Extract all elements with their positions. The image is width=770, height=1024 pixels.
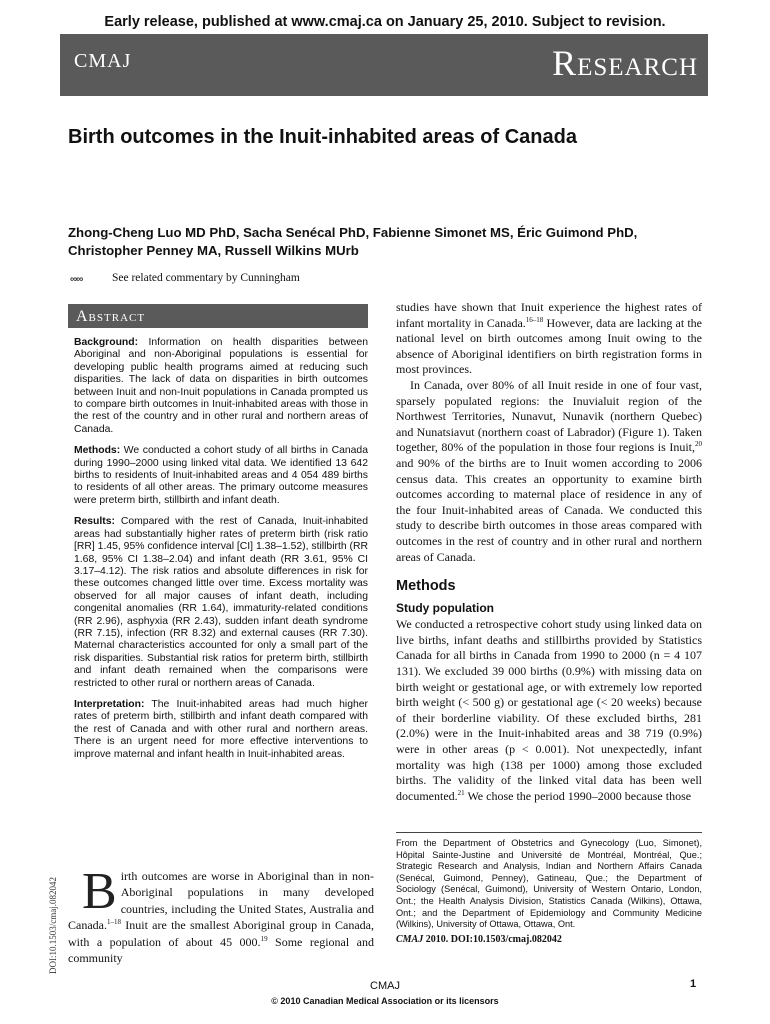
para-text: and 90% of the births are to Inuit women according to 2006 census data. This creates an opportunity to examine birth outcomes according to maternal place of residence in any of the four Inuit-inhabited areas of Canada. We conducted this study to describe birth outcomes in those areas compared with outcomes in the rest of country and in other rural and northern areas of Canada. — [396, 455, 702, 564]
abstract — [68, 304, 368, 761]
affiliation-divider — [396, 832, 702, 833]
related-commentary[interactable]: See related commentary by Cunningham — [112, 272, 300, 284]
methods-label: Methods: — [74, 445, 121, 457]
abstract-interpretation — [74, 699, 368, 761]
para-text: In Canada, over 80% of all Inuit reside in one of four vast, sparsely populated regions: the Inuvialuit region of the Northwest Territories, Nunavut, Nunavik (northern Quebec) and Nunatsiavut (northern coast of Labrador) (Figure 1). Taken together, 80% of the population in those four regions is Inuit, — [396, 377, 702, 455]
interpretation-text: The Inuit-inhabited areas had much higher rates of preterm birth, stillbirth and infant death compared with the rest of Canada and with other rural and northern areas. There is an urgent need for more effective interventions to improve maternal and infant health in Inuit-inhabited areas. — [74, 698, 368, 760]
ref[interactable]: 1–18 — [106, 918, 121, 927]
intro-text: irth outcomes are worse in Aboriginal than in non-Aboriginal populations in many developed countries, including the United States, Australia and Canada. — [68, 869, 374, 933]
abstract-heading: Abstract — [68, 304, 368, 328]
para-text: However, data are lacking at the national level on birth outcomes among Inuit owing to the absence of Aboriginal identifiers on birth registration forms in most provinces. — [396, 315, 702, 377]
article-title: Birth outcomes in the Inuit-inhabited areas of Canada — [68, 126, 577, 148]
author-line-1: Zhong-Cheng Luo MD PhD, Sacha Senécal PhD, Fabienne Simonet MS, Éric Guimond PhD, — [68, 225, 638, 240]
footer-journal: CMAJ — [370, 980, 400, 992]
author-line-2: Christopher Penney MA, Russell Wilkins MUrb — [68, 243, 359, 258]
side-doi — [44, 868, 56, 978]
journal-banner — [60, 34, 708, 96]
ref[interactable]: 20 — [695, 440, 702, 449]
citation-journal: CMAJ — [396, 934, 424, 945]
drop-cap: B — [82, 863, 117, 920]
methods-text: We conducted a cohort study of all births in Canada during 1990–2000 using linked vital data. We identified 13 642 births to residents of Inuit-inhabited areas and 4 054 489 births to residents of all other areas. The primary outcome measures were preterm birth, stillbirth and infant death. — [74, 445, 368, 506]
background-text: Information on health disparities between Aboriginal and non-Aboriginal populations is essential for developing public health programs aimed at reducing such disparities. The lack of data on disparities in birth outcomes between Inuit and non-Inuit populations in Canada prompted us to compare birth outcomes in Inuit-inhabited areas with those in the rest of the country and in other rural and northern areas of Canada. — [74, 337, 368, 435]
affiliations: From the Department of Obstetrics and Gynecology (Luo, Simonet), Hôpital Sainte-Justine and Université de Montréal, Montréal, Que.; Strategic Research and Analysis, Indian and Northern Affairs Canada (Senécal, Guimond, Penney), Gatineau, Que.; the Department of Sociology (Senécal, Guimond), University of Western Ontario, London, Ont.; the Health Analysis Division, Statistics Canada (Wilkins), Ottawa, Ont.; and the Department of Epidemiology and Community Medicine (Wilkins), University of Ottawa, Ottawa, Ont. — [396, 838, 702, 930]
intro-text-2: Inuit are the smallest Aboriginal group in Canada, with a population of about 45 000. — [68, 918, 374, 949]
body-paragraph — [396, 617, 702, 804]
right-column — [396, 300, 702, 804]
citation-rest: 2010. DOI:10.1503/cmaj.082042 — [423, 934, 562, 945]
abstract-methods — [74, 445, 368, 507]
intro-text-3: Some regional and community — [68, 934, 374, 966]
citation — [396, 934, 562, 945]
para-text: studies have shown that Inuit experience the highest rates of infant mortality in Canada. — [396, 300, 702, 330]
study-population-heading: Study population — [396, 600, 494, 615]
commentary-link-icon: ∞∞ — [70, 274, 83, 285]
results-text: Compared with the rest of Canada, Inuit-inhabited areas had substantially higher rates of preterm birth (risk ratio [RR] 1.45, 95% confidence interval [CI] 1.38–1.52), stillbirth (RR 1.68, 95% CI 1.38–2.04) and infant death (RR 3.61, 95% CI 3.17–4.12). The risk ratios and absolute differences in risk for these outcomes changed little over time. Excess mortality was observed for all major causes of infant death, including congenital anomalies (RR 1.64), immaturity-related conditions (RR 2.96), asphyxia (RR 2.43), sudden infant death syndrome (RR 7.15), infection (RR 8.32) and external causes (RR 7.30). Maternal characteristics accounted for only a small part of the risk disparities. Substantial risk ratios for preterm birth, stillbirth and infant death remained when the comparisons were restricted to other rural or northern areas of Canada. — [74, 516, 368, 689]
author-list — [68, 224, 718, 260]
release-notice: Early release, published at www.cmaj.ca on January 25, 2010. Subject to revision. — [104, 14, 666, 30]
section-label: Research — [552, 43, 698, 83]
footer-copyright: © 2010 Canadian Medical Association or its licensors — [271, 996, 499, 1006]
page-number: 1 — [690, 978, 697, 990]
ref[interactable]: 19 — [260, 934, 268, 943]
interpretation-label: Interpretation: — [74, 698, 145, 710]
body-paragraph — [396, 378, 702, 565]
body-paragraph — [396, 300, 702, 378]
results-label: Results: — [74, 516, 115, 528]
para-text: We chose the period 1990–2000 because those — [464, 788, 692, 803]
ref[interactable]: 16–18 — [525, 315, 544, 324]
abstract-background — [74, 337, 368, 436]
abstract-results — [74, 516, 368, 690]
para-text: We conducted a retrospective cohort study using linked data on live births, infant deaths and stillbirths provided by Statistics Canada for all births in Canada from 1990 to 2000 (n = 4 107 131). We excluded 39 000 births (0.9%) with missing data on birth weight or gestational age, or with extremely low reported birth weight (< 500 g) or gestational age (< 20 weeks) because of their borderline viability. Of these excluded births, 281 (2.0%) were in the Inuit-inhabited areas and 38 719 (0.9%) were in other areas (p < 0.001). Not unexpectedly, infant mortality was high (138 per 1000) among those excluded births. The validity of the linked vital data has been well documented. — [396, 617, 702, 803]
journal-logo: CMAJ — [74, 50, 132, 72]
methods-heading: Methods — [396, 578, 456, 595]
intro-paragraph — [68, 863, 374, 966]
side-doi-text: DOI:10.1503/cmaj.082042 — [48, 877, 58, 974]
ref[interactable]: 21 — [457, 788, 465, 797]
background-label: Background: — [74, 337, 139, 348]
